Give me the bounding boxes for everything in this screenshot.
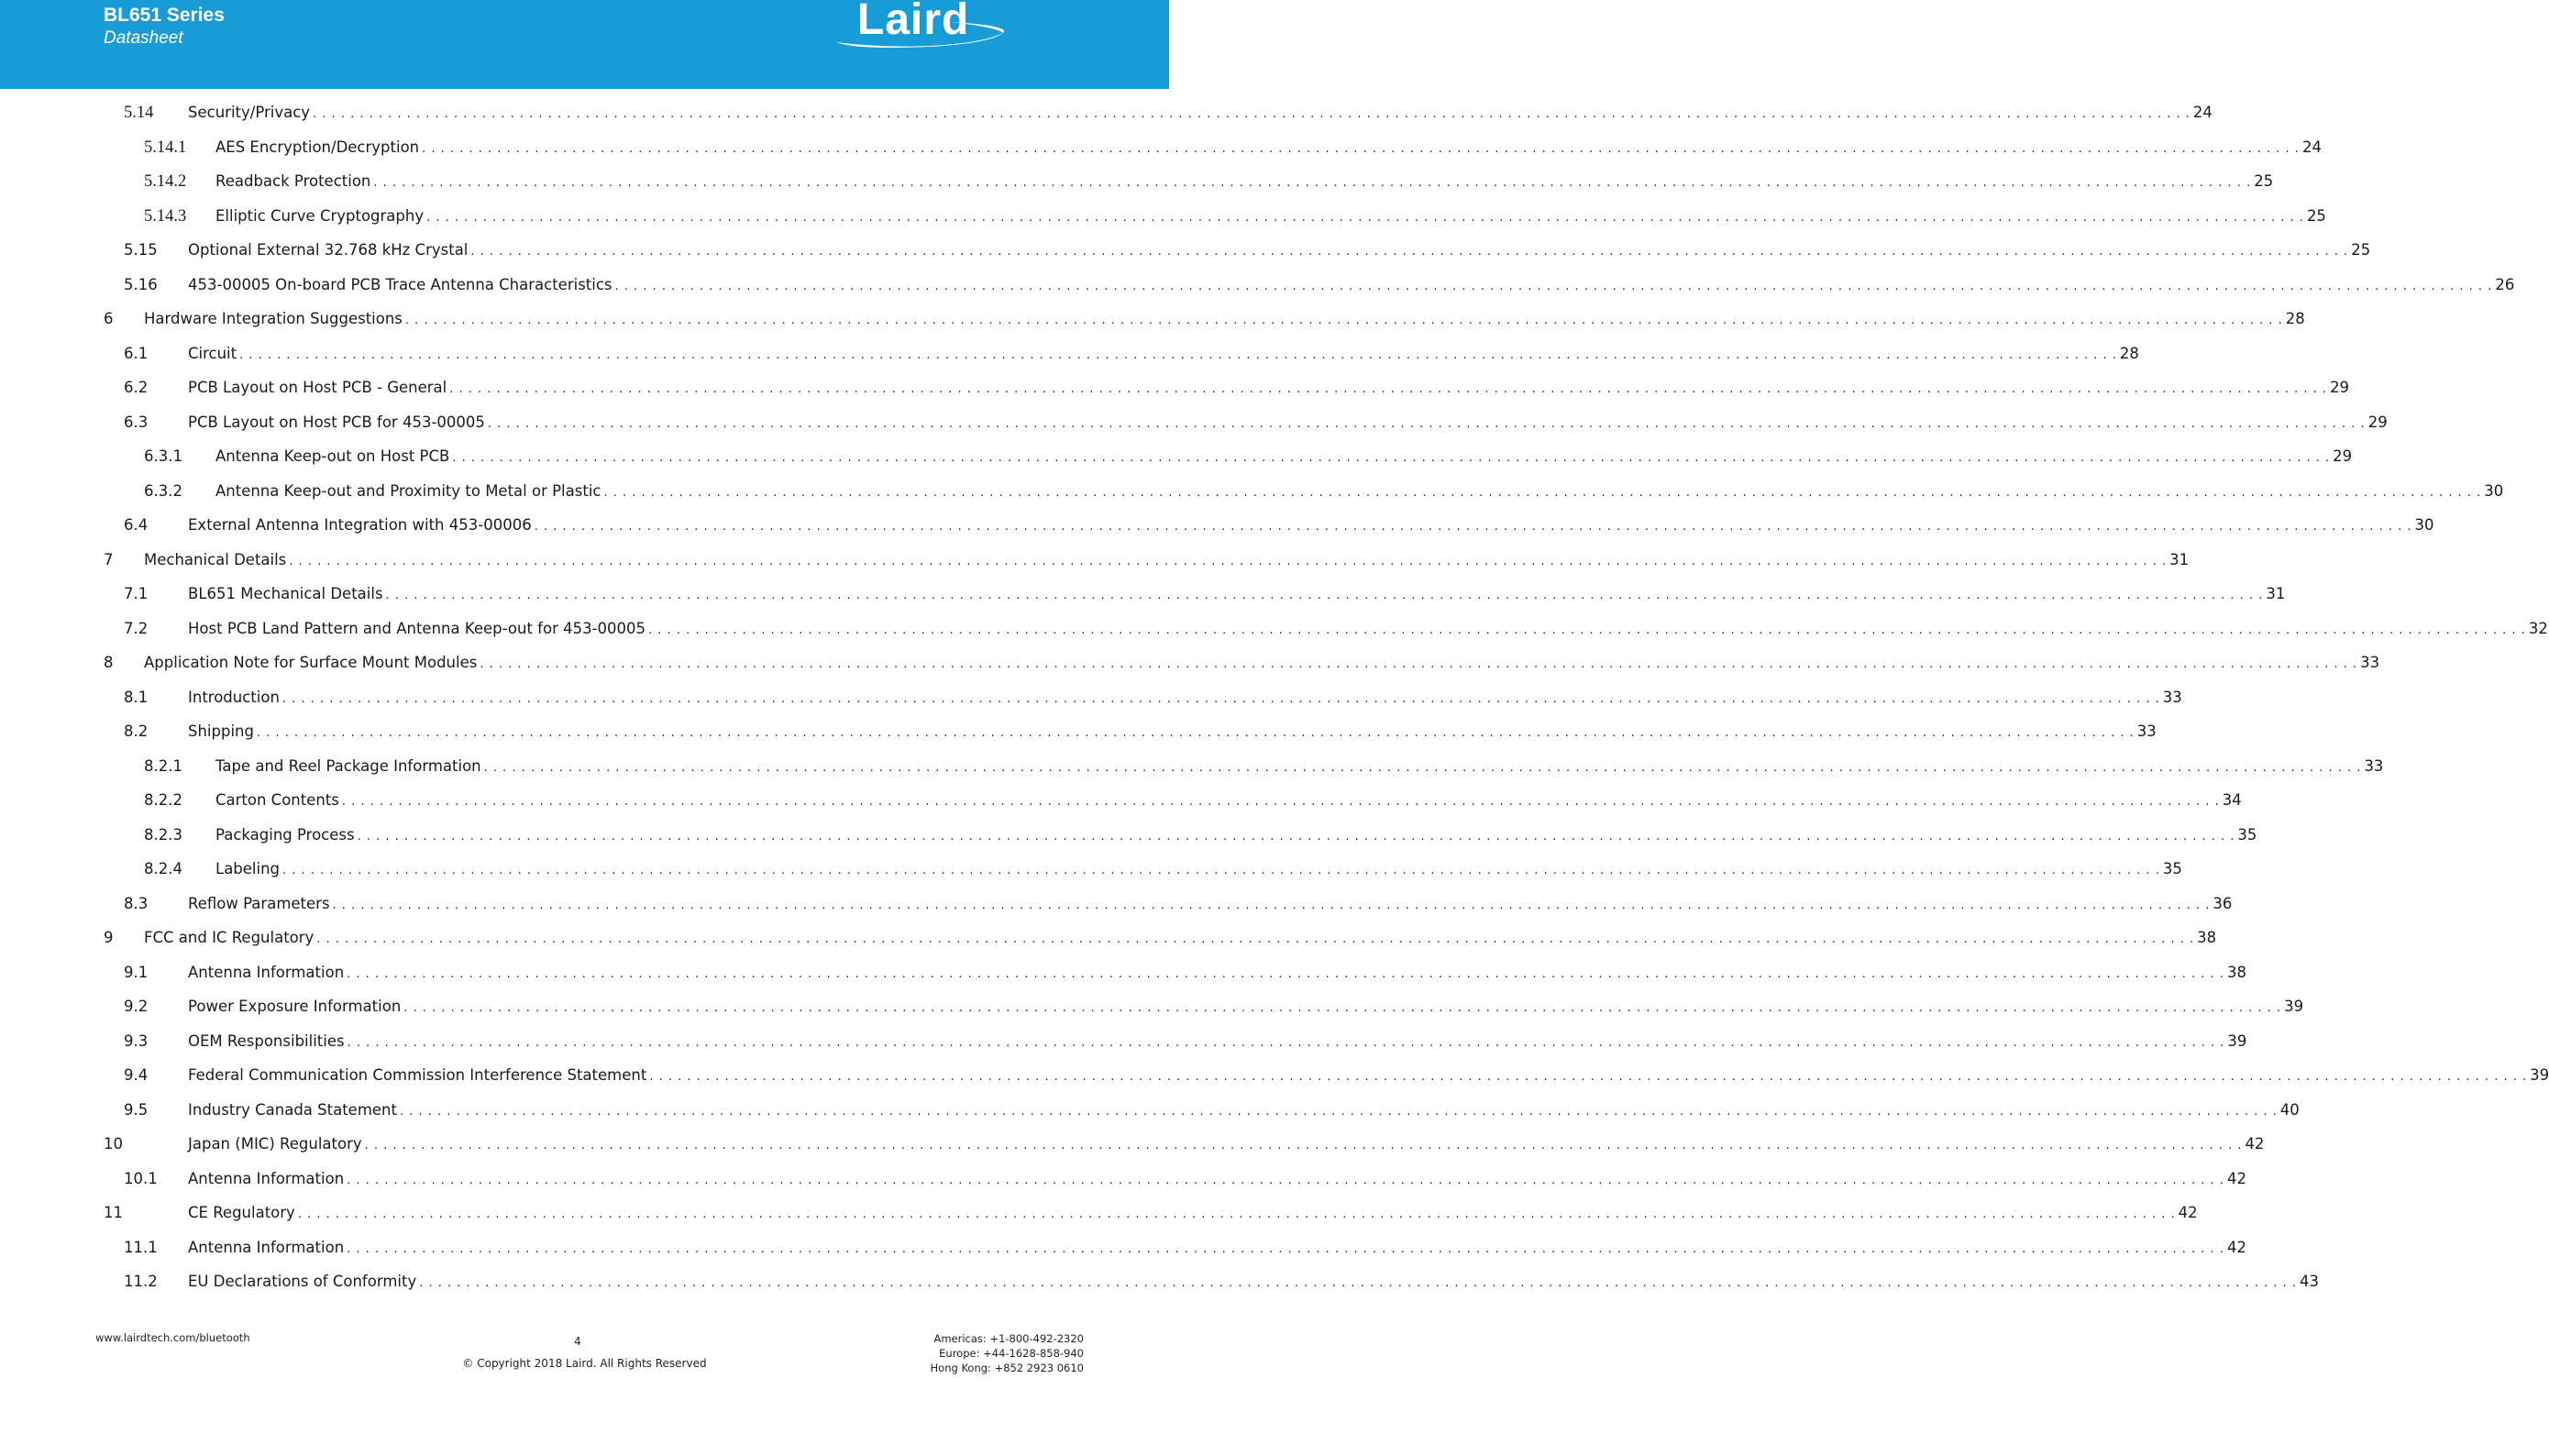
- toc-entry[interactable]: [0, 1234, 2246, 1262]
- toc-entry-number: 7: [104, 550, 114, 568]
- toc-dot-leader: . . . . . . . . . . . . . . . . . . . . . . . . . . . . . . . . . . . . . . . . . . . . . . . . . . . . . . . . . . . . . . . . . . . . . . . . . . . . . . . . . . . . . . . . . . . . . . . . . . . . . . . . . . . . . . . . . . . . . . . . . . . . . . . . . . . . . . . . . . . . . . . . . . . . . . . . . . . . . . . . . . . . . . . . . . . . . . . . . . . . . . . . . . . . . . . . . . . . . . . .: [297, 1208, 2176, 1221]
- toc-entry-title: AES Encryption/Decryption: [215, 138, 420, 156]
- contact-hong-kong: Hong Kong: +852 2923 0610: [930, 1362, 1084, 1374]
- toc-entry-number: 9.5: [124, 1100, 149, 1119]
- toc-entry-page: 39: [2530, 1066, 2549, 1084]
- toc-entry-page: 30: [2484, 481, 2504, 500]
- toc-entry-number: 9.1: [124, 963, 149, 981]
- toc-dot-leader: . . . . . . . . . . . . . . . . . . . . . . . . . . . . . . . . . . . . . . . . . . . . . . . . . . . . . . . . . . . . . . . . . . . . . . . . . . . . . . . . . . . . . . . . . . . . . . . . . . . . . . . . . . . . . . . . . . . . . . . . . . . . . . . . . . . . . . . . . . . . . . . . . . . . . . . . . . . . . . . . . . . . . . . . . . . . . . . . . . . . . . . . . . . . . . . . . . . . . . . .: [404, 314, 2283, 327]
- toc-dot-leader: . . . . . . . . . . . . . . . . . . . . . . . . . . . . . . . . . . . . . . . . . . . . . . . . . . . . . . . . . . . . . . . . . . . . . . . . . . . . . . . . . . . . . . . . . . . . . . . . . . . . . . . . . . . . . . . . . . . . . . . . . . . . . . . . . . . . . . . . . . . . . . . . . . . . . . . . . . . . . . . . . . . . . . . . . . . . . . . . . . . . . . . . . . . . . . . . . . . . . . . .: [426, 210, 2304, 225]
- toc-entry-number: 11: [104, 1204, 123, 1221]
- toc-entry-page: 29: [2330, 379, 2350, 396]
- toc-entry[interactable]: [0, 478, 2504, 505]
- toc-entry-number: 6.3: [124, 413, 149, 431]
- toc-entry-number: 8: [104, 654, 114, 671]
- toc-dot-leader: . . . . . . . . . . . . . . . . . . . . . . . . . . . . . . . . . . . . . . . . . . . . . . . . . . . . . . . . . . . . . . . . . . . . . . . . . . . . . . . . . . . . . . . . . . . . . . . . . . . . . . . . . . . . . . . . . . . . . . . . . . . . . . . . . . . . . . . . . . . . . . . . . . . . . . . . . . . . . . . . . . . . . . . . . . . . . . . . . . . . . . . . . . . . . . . . . . . . . . . .: [452, 451, 2331, 465]
- toc-entry[interactable]: [0, 580, 2286, 608]
- toc-entry-page: 39: [2284, 998, 2304, 1015]
- toc-entry[interactable]: [0, 787, 2242, 814]
- toc-entry[interactable]: [0, 374, 2350, 402]
- footer-page-number: 4: [574, 1335, 581, 1348]
- toc-entry[interactable]: [0, 1165, 2246, 1193]
- toc-entry-title: Japan (MIC) Regulatory: [188, 1135, 362, 1153]
- toc-dot-leader: . . . . . . . . . . . . . . . . . . . . . . . . . . . . . . . . . . . . . . . . . . . . . . . . . . . . . . . . . . . . . . . . . . . . . . . . . . . . . . . . . . . . . . . . . . . . . . . . . . . . . . . . . . . . . . . . . . . . . . . . . . . . . . . . . . . . . . . . . . . . . . . . . . . . . . . . . . . . . . . . . . . . . . . . . . . . . . . . . . . . . . . . . . . . . . . . . . . . . . . .: [449, 382, 2328, 396]
- toc-entry-page: 38: [2197, 929, 2217, 946]
- toc-entry-number: 6.3.1: [144, 447, 182, 465]
- toc-entry[interactable]: [0, 1028, 2247, 1055]
- toc-entry-number: 11.1: [124, 1238, 158, 1256]
- toc-entry-number: 5.16: [124, 275, 158, 293]
- toc-entry-page: 33: [2364, 756, 2384, 775]
- toc-entry-page: 29: [2367, 413, 2388, 431]
- toc-entry[interactable]: [0, 512, 2434, 539]
- toc-entry[interactable]: [0, 993, 2304, 1020]
- toc-entry-title: Shipping: [188, 722, 254, 740]
- toc-entry-number: 10.1: [124, 1169, 158, 1187]
- document-title: BL651 Series: [104, 5, 225, 26]
- toc-entry-title: Hardware Integration Suggestions: [144, 310, 403, 327]
- toc-entry-number: 11.2: [124, 1273, 158, 1290]
- toc-dot-leader: . . . . . . . . . . . . . . . . . . . . . . . . . . . . . . . . . . . . . . . . . . . . . . . . . . . . . . . . . . . . . . . . . . . . . . . . . . . . . . . . . . . . . . . . . . . . . . . . . . . . . . . . . . . . . . . . . . . . . . . . . . . . . . . . . . . . . . . . . . . . . . . . . . . . . . . . . . . . . . . . . . . . . . . . . . . . . . . . . . . . . . . . . . . . . . . . . . . . . . . .: [480, 657, 2358, 671]
- toc-entry-title: 453-00005 On-board PCB Trace Antenna Characteristics: [188, 275, 612, 293]
- toc-entry-title: Optional External 32.768 kHz Crystal: [188, 241, 469, 259]
- toc-entry-number: 8.2.2: [144, 791, 182, 809]
- toc-dot-leader: . . . . . . . . . . . . . . . . . . . . . . . . . . . . . . . . . . . . . . . . . . . . . . . . . . . . . . . . . . . . . . . . . . . . . . . . . . . . . . . . . . . . . . . . . . . . . . . . . . . . . . . . . . . . . . . . . . . . . . . . . . . . . . . . . . . . . . . . . . . . . . . . . . . . . . . . . . . . . . . . . . . . . . . . . . . . . . . . . . . . . . . . . . . . . . . . . . . . . . . .: [373, 176, 2252, 190]
- toc-entry-title: EU Declarations of Conformity: [188, 1273, 417, 1290]
- toc-dot-leader: . . . . . . . . . . . . . . . . . . . . . . . . . . . . . . . . . . . . . . . . . . . . . . . . . . . . . . . . . . . . . . . . . . . . . . . . . . . . . . . . . . . . . . . . . . . . . . . . . . . . . . . . . . . . . . . . . . . . . . . . . . . . . . . . . . . . . . . . . . . . . . . . . . . . . . . . . . . . . . . . . . . . . . . . . . . . . . . . . . . . . . . . . . . . . . . . . . . . . . . .: [603, 485, 2482, 500]
- toc-entry[interactable]: [0, 1097, 2300, 1124]
- toc-entry[interactable]: [0, 753, 2384, 780]
- toc-entry-title: Circuit: [188, 344, 237, 362]
- toc-dot-leader: . . . . . . . . . . . . . . . . . . . . . . . . . . . . . . . . . . . . . . . . . . . . . . . . . . . . . . . . . . . . . . . . . . . . . . . . . . . . . . . . . . . . . . . . . . . . . . . . . . . . . . . . . . . . . . . . . . . . . . . . . . . . . . . . . . . . . . . . . . . . . . . . . . . . . . . . . . . . . . . . . . . . . . . . . . . . . . . . . . . . . . . . . . . . . . . . . . . . . . . .: [347, 966, 2224, 981]
- toc-entry-number: 8.2: [124, 722, 149, 740]
- toc-entry-title: Host PCB Land Pattern and Antenna Keep-out for 453-00005: [188, 619, 646, 637]
- toc-entry-title: Federal Communication Commission Interference Statement: [188, 1066, 647, 1084]
- toc-entry-page: 25: [2306, 206, 2326, 225]
- toc-entry-title: Power Exposure Information: [188, 998, 402, 1015]
- toc-dot-leader: . . . . . . . . . . . . . . . . . . . . . . . . . . . . . . . . . . . . . . . . . . . . . . . . . . . . . . . . . . . . . . . . . . . . . . . . . . . . . . . . . . . . . . . . . . . . . . . . . . . . . . . . . . . . . . . . . . . . . . . . . . . . . . . . . . . . . . . . . . . . . . . . . . . . . . . . . . . . . . . . . . . . . . . . . . . . . . . . . . . . . . . . . . . . . . . . . . . . . . . .: [487, 416, 2366, 431]
- toc-entry[interactable]: [0, 718, 2157, 745]
- toc-entry-number: 10: [104, 1135, 123, 1153]
- toc-entry-number: 8.2.1: [144, 756, 182, 775]
- toc-dot-leader: . . . . . . . . . . . . . . . . . . . . . . . . . . . . . . . . . . . . . . . . . . . . . . . . . . . . . . . . . . . . . . . . . . . . . . . . . . . . . . . . . . . . . . . . . . . . . . . . . . . . . . . . . . . . . . . . . . . . . . . . . . . . . . . . . . . . . . . . . . . . . . . . . . . . . . . . . . . . . . . . . . . . . . . . . . . . . . . . . . . . . . . . . . . . . . . . . . . . . . . .: [422, 141, 2300, 156]
- footer-url[interactable]: www.lairdtech.com/bluetooth: [95, 1331, 250, 1344]
- toc-dot-leader: . . . . . . . . . . . . . . . . . . . . . . . . . . . . . . . . . . . . . . . . . . . . . . . . . . . . . . . . . . . . . . . . . . . . . . . . . . . . . . . . . . . . . . . . . . . . . . . . . . . . . . . . . . . . . . . . . . . . . . . . . . . . . . . . . . . . . . . . . . . . . . . . . . . . . . . . . . . . . . . . . . . . . . . . . . . . . . . . . . . . . . . . . . . . . . . . . . . . . . . .: [399, 1104, 2278, 1119]
- toc-entry[interactable]: [0, 443, 2353, 470]
- toc-dot-leader: . . . . . . . . . . . . . . . . . . . . . . . . . . . . . . . . . . . . . . . . . . . . . . . . . . . . . . . . . . . . . . . . . . . . . . . . . . . . . . . . . . . . . . . . . . . . . . . . . . . . . . . . . . . . . . . . . . . . . . . . . . . . . . . . . . . . . . . . . . . . . . . . . . . . . . . . . . . . . . . . . . . . . . . . . . . . . . . . . . . . . . . . . . . . . . . . . . . . . . . .: [347, 1173, 2224, 1187]
- toc-dot-leader: . . . . . . . . . . . . . . . . . . . . . . . . . . . . . . . . . . . . . . . . . . . . . . . . . . . . . . . . . . . . . . . . . . . . . . . . . . . . . . . . . . . . . . . . . . . . . . . . . . . . . . . . . . . . . . . . . . . . . . . . . . . . . . . . . . . . . . . . . . . . . . . . . . . . . . . . . . . . . . . . . . . . . . . . . . . . . . . . . . . . . . . . . . . . . . . . . . . . . . . .: [347, 1241, 2224, 1256]
- toc-entry-page: 42: [2226, 1169, 2246, 1187]
- toc-entry-title: Tape and Reel Package Information: [215, 756, 481, 775]
- toc-entry-number: 6.4: [124, 516, 149, 534]
- toc-entry[interactable]: [0, 271, 2515, 299]
- toc-entry[interactable]: [0, 855, 2182, 883]
- laird-logo: Laird: [857, 0, 970, 44]
- toc-entry[interactable]: [0, 546, 2190, 574]
- toc-dot-leader: . . . . . . . . . . . . . . . . . . . . . . . . . . . . . . . . . . . . . . . . . . . . . . . . . . . . . . . . . . . . . . . . . . . . . . . . . . . . . . . . . . . . . . . . . . . . . . . . . . . . . . . . . . . . . . . . . . . . . . . . . . . . . . . . . . . . . . . . . . . . . . . . . . . . . . . . . . . . . . . . . . . . . . . . . . . . . . . . . . . . . . . . . . . . . . . . . . . . . . . .: [649, 1070, 2528, 1084]
- toc-dot-leader: . . . . . . . . . . . . . . . . . . . . . . . . . . . . . . . . . . . . . . . . . . . . . . . . . . . . . . . . . . . . . . . . . . . . . . . . . . . . . . . . . . . . . . . . . . . . . . . . . . . . . . . . . . . . . . . . . . . . . . . . . . . . . . . . . . . . . . . . . . . . . . . . . . . . . . . . . . . . . . . . . . . . . . . . . . . . . . . . . . . . . . . . . . . . . . . . . . . . . . . .: [419, 1276, 2298, 1290]
- toc-dot-leader: . . . . . . . . . . . . . . . . . . . . . . . . . . . . . . . . . . . . . . . . . . . . . . . . . . . . . . . . . . . . . . . . . . . . . . . . . . . . . . . . . . . . . . . . . . . . . . . . . . . . . . . . . . . . . . . . . . . . . . . . . . . . . . . . . . . . . . . . . . . . . . . . . . . . . . . . . . . . . . . . . . . . . . . . . . . . . . . . . . . . . . . . . . . . . . . . . . . . . . . .: [648, 623, 2526, 637]
- toc-entry-page: 43: [2300, 1273, 2320, 1290]
- contact-europe: Europe: +44-1628-858-940: [939, 1347, 1084, 1360]
- toc-dot-leader: . . . . . . . . . . . . . . . . . . . . . . . . . . . . . . . . . . . . . . . . . . . . . . . . . . . . . . . . . . . . . . . . . . . . . . . . . . . . . . . . . . . . . . . . . . . . . . . . . . . . . . . . . . . . . . . . . . . . . . . . . . . . . . . . . . . . . . . . . . . . . . . . . . . . . . . . . . . . . . . . . . . . . . . . . . . . . . . . . . . . . . . . . . . . . . . . . . . . . . . .: [282, 864, 2160, 877]
- toc-entry-number: 9: [104, 929, 114, 946]
- toc-dot-leader: . . . . . . . . . . . . . . . . . . . . . . . . . . . . . . . . . . . . . . . . . . . . . . . . . . . . . . . . . . . . . . . . . . . . . . . . . . . . . . . . . . . . . . . . . . . . . . . . . . . . . . . . . . . . . . . . . . . . . . . . . . . . . . . . . . . . . . . . . . . . . . . . . . . . . . . . . . . . . . . . . . . . . . . . . . . . . . . . . . . . . . . . . . . . . . . . . . . . . . . .: [385, 589, 2264, 602]
- toc-entry[interactable]: [0, 649, 2380, 677]
- toc-entry-number: 8.3: [124, 894, 149, 912]
- toc-entry[interactable]: [0, 305, 2305, 333]
- toc-dot-leader: . . . . . . . . . . . . . . . . . . . . . . . . . . . . . . . . . . . . . . . . . . . . . . . . . . . . . . . . . . . . . . . . . . . . . . . . . . . . . . . . . . . . . . . . . . . . . . . . . . . . . . . . . . . . . . . . . . . . . . . . . . . . . . . . . . . . . . . . . . . . . . . . . . . . . . . . . . . . . . . . . . . . . . . . . . . . . . . . . . . . . . . . . . . . . . . . . . . . . . . .: [341, 795, 2220, 809]
- toc-entry-title: Security/Privacy: [188, 104, 311, 121]
- toc-dot-leader: . . . . . . . . . . . . . . . . . . . . . . . . . . . . . . . . . . . . . . . . . . . . . . . . . . . . . . . . . . . . . . . . . . . . . . . . . . . . . . . . . . . . . . . . . . . . . . . . . . . . . . . . . . . . . . . . . . . . . . . . . . . . . . . . . . . . . . . . . . . . . . . . . . . . . . . . . . . . . . . . . . . . . . . . . . . . . . . . . . . . . . . . . . . . . . . . . . . . . . . .: [470, 245, 2349, 259]
- toc-entry-page: 42: [2226, 1238, 2246, 1256]
- toc-entry-number: 8.2.3: [144, 825, 182, 844]
- toc-entry[interactable]: [0, 340, 2139, 368]
- toc-entry-title: FCC and IC Regulatory: [144, 929, 314, 946]
- toc-entry-page: 40: [2279, 1100, 2300, 1119]
- toc-dot-leader: . . . . . . . . . . . . . . . . . . . . . . . . . . . . . . . . . . . . . . . . . . . . . . . . . . . . . . . . . . . . . . . . . . . . . . . . . . . . . . . . . . . . . . . . . . . . . . . . . . . . . . . . . . . . . . . . . . . . . . . . . . . . . . . . . . . . . . . . . . . . . . . . . . . . . . . . . . . . . . . . . . . . . . . . . . . . . . . . . . . . . . . . . . . . . . . . . . . . . . . .: [357, 829, 2235, 844]
- toc-entry-page: 31: [2266, 585, 2286, 602]
- toc-entry-number: 5.14.1: [144, 138, 187, 157]
- footer-contacts: [931, 1331, 1084, 1375]
- toc-entry[interactable]: [0, 1268, 2320, 1296]
- toc-entry-title: Antenna Information: [188, 1169, 345, 1187]
- toc-entry-page: 33: [2136, 722, 2157, 740]
- toc-entry[interactable]: [0, 684, 2182, 711]
- footer-copyright: © Copyright 2018 Laird. All Rights Reserved: [462, 1357, 707, 1370]
- toc-entry-number: 8.2.4: [144, 860, 182, 877]
- toc-entry[interactable]: [0, 1062, 2549, 1089]
- contact-americas: Americas: +1-800-492-2320: [933, 1332, 1084, 1345]
- toc-entry-title: Packaging Process: [215, 825, 355, 844]
- toc-dot-leader: . . . . . . . . . . . . . . . . . . . . . . . . . . . . . . . . . . . . . . . . . . . . . . . . . . . . . . . . . . . . . . . . . . . . . . . . . . . . . . . . . . . . . . . . . . . . . . . . . . . . . . . . . . . . . . . . . . . . . . . . . . . . . . . . . . . . . . . . . . . . . . . . . . . . . . . . . . . . . . . . . . . . . . . . . . . . . . . . . . . . . . . . . . . . . . . . . . . . . . . .: [239, 347, 2117, 362]
- toc-dot-leader: . . . . . . . . . . . . . . . . . . . . . . . . . . . . . . . . . . . . . . . . . . . . . . . . . . . . . . . . . . . . . . . . . . . . . . . . . . . . . . . . . . . . . . . . . . . . . . . . . . . . . . . . . . . . . . . . . . . . . . . . . . . . . . . . . . . . . . . . . . . . . . . . . . . . . . . . . . . . . . . . . . . . . . . . . . . . . . . . . . . . . . . . . . . . . . . . . . . . . . . .: [483, 760, 2362, 775]
- toc-entry[interactable]: [0, 134, 2322, 161]
- toc-entry-page: 26: [2495, 275, 2515, 293]
- toc-entry[interactable]: [0, 959, 2246, 987]
- toc-entry[interactable]: [0, 203, 2326, 230]
- toc-entry-title: PCB Layout on Host PCB for 453-00005: [188, 413, 485, 431]
- toc-entry-number: 5.14.2: [144, 172, 187, 191]
- toc-entry-number: 9.3: [124, 1031, 149, 1050]
- toc-entry-number: 9.4: [124, 1066, 149, 1084]
- toc-entry-page: 35: [2237, 825, 2257, 844]
- toc-entry-number: 6.2: [124, 379, 149, 396]
- toc-entry-title: Elliptic Curve Cryptography: [215, 206, 425, 225]
- toc-entry-title: Antenna Information: [188, 1238, 345, 1256]
- toc-entry-number: 5.14.3: [144, 206, 187, 226]
- toc-entry[interactable]: [0, 237, 2371, 264]
- toc-entry-number: 5.15: [124, 241, 158, 259]
- toc-entry-page: 38: [2226, 963, 2246, 981]
- toc-entry-number: 6.3.2: [144, 481, 182, 500]
- toc-entry-page: 42: [2178, 1204, 2198, 1221]
- toc-entry-title: Antenna Keep-out and Proximity to Metal or Plastic: [215, 481, 601, 500]
- toc-entry-page: 39: [2227, 1031, 2247, 1050]
- document-subtitle: Datasheet: [104, 28, 183, 48]
- toc-dot-leader: . . . . . . . . . . . . . . . . . . . . . . . . . . . . . . . . . . . . . . . . . . . . . . . . . . . . . . . . . . . . . . . . . . . . . . . . . . . . . . . . . . . . . . . . . . . . . . . . . . . . . . . . . . . . . . . . . . . . . . . . . . . . . . . . . . . . . . . . . . . . . . . . . . . . . . . . . . . . . . . . . . . . . . . . . . . . . . . . . . . . . . . . . . . . . . . . . . . . . . . .: [364, 1139, 2243, 1153]
- toc-entry-title: Antenna Keep-out on Host PCB: [215, 447, 450, 465]
- toc-entry-page: 36: [2212, 894, 2233, 912]
- toc-entry-page: 29: [2333, 447, 2353, 465]
- page-footer: [0, 1309, 1169, 1401]
- toc-dot-leader: . . . . . . . . . . . . . . . . . . . . . . . . . . . . . . . . . . . . . . . . . . . . . . . . . . . . . . . . . . . . . . . . . . . . . . . . . . . . . . . . . . . . . . . . . . . . . . . . . . . . . . . . . . . . . . . . . . . . . . . . . . . . . . . . . . . . . . . . . . . . . . . . . . . . . . . . . . . . . . . . . . . . . . . . . . . . . . . . . . . . . . . . . . . . . . . . . . . . . . . .: [534, 520, 2412, 534]
- toc-entry[interactable]: [0, 409, 2388, 436]
- toc-entry-title: Carton Contents: [215, 791, 339, 809]
- toc-entry-number: 7.2: [124, 619, 149, 637]
- page-header: [0, 0, 1169, 89]
- toc-entry-number: 9.2: [124, 998, 149, 1015]
- toc-dot-leader: . . . . . . . . . . . . . . . . . . . . . . . . . . . . . . . . . . . . . . . . . . . . . . . . . . . . . . . . . . . . . . . . . . . . . . . . . . . . . . . . . . . . . . . . . . . . . . . . . . . . . . . . . . . . . . . . . . . . . . . . . . . . . . . . . . . . . . . . . . . . . . . . . . . . . . . . . . . . . . . . . . . . . . . . . . . . . . . . . . . . . . . . . . . . . . . . . . . . . . . .: [316, 932, 2195, 946]
- toc-entry-title: Readback Protection: [215, 172, 371, 190]
- toc-entry-number: 8.1: [124, 688, 149, 706]
- toc-dot-leader: . . . . . . . . . . . . . . . . . . . . . . . . . . . . . . . . . . . . . . . . . . . . . . . . . . . . . . . . . . . . . . . . . . . . . . . . . . . . . . . . . . . . . . . . . . . . . . . . . . . . . . . . . . . . . . . . . . . . . . . . . . . . . . . . . . . . . . . . . . . . . . . . . . . . . . . . . . . . . . . . . . . . . . . . . . . . . . . . . . . . . . . . . . . . . . . . . . . . . . . .: [281, 691, 2160, 706]
- toc-dot-leader: . . . . . . . . . . . . . . . . . . . . . . . . . . . . . . . . . . . . . . . . . . . . . . . . . . . . . . . . . . . . . . . . . . . . . . . . . . . . . . . . . . . . . . . . . . . . . . . . . . . . . . . . . . . . . . . . . . . . . . . . . . . . . . . . . . . . . . . . . . . . . . . . . . . . . . . . . . . . . . . . . . . . . . . . . . . . . . . . . . . . . . . . . . . . . . . . . . . . . . . .: [347, 1035, 2225, 1050]
- toc-entry-title: External Antenna Integration with 453-00006: [188, 516, 532, 534]
- toc-entry[interactable]: [0, 615, 2548, 643]
- toc-entry[interactable]: [0, 890, 2233, 918]
- toc-dot-leader: . . . . . . . . . . . . . . . . . . . . . . . . . . . . . . . . . . . . . . . . . . . . . . . . . . . . . . . . . . . . . . . . . . . . . . . . . . . . . . . . . . . . . . . . . . . . . . . . . . . . . . . . . . . . . . . . . . . . . . . . . . . . . . . . . . . . . . . . . . . . . . . . . . . . . . . . . . . . . . . . . . . . . . . . . . . . . . . . . . . . . . . . . . . . . . . . . . . . . . . .: [313, 107, 2190, 121]
- toc-entry[interactable]: [0, 924, 2217, 952]
- toc-entry-page: 35: [2162, 860, 2182, 877]
- toc-entry-page: 33: [2162, 688, 2182, 706]
- toc-entry-title: Reflow Parameters: [188, 894, 330, 912]
- toc-dot-leader: . . . . . . . . . . . . . . . . . . . . . . . . . . . . . . . . . . . . . . . . . . . . . . . . . . . . . . . . . . . . . . . . . . . . . . . . . . . . . . . . . . . . . . . . . . . . . . . . . . . . . . . . . . . . . . . . . . . . . . . . . . . . . . . . . . . . . . . . . . . . . . . . . . . . . . . . . . . . . . . . . . . . . . . . . . . . . . . . . . . . . . . . . . . . . . . . . . . . . . . .: [614, 279, 2493, 293]
- toc-entry-page: 24: [2192, 104, 2212, 121]
- toc-entry[interactable]: [0, 1199, 2198, 1227]
- toc-entry-title: OEM Responsibilities: [188, 1031, 345, 1050]
- toc-entry-page: 25: [2254, 172, 2274, 190]
- toc-entry-page: 28: [2285, 310, 2305, 327]
- toc-entry[interactable]: [0, 1131, 2265, 1158]
- toc-entry-number: 6: [104, 310, 114, 327]
- toc-dot-leader: . . . . . . . . . . . . . . . . . . . . . . . . . . . . . . . . . . . . . . . . . . . . . . . . . . . . . . . . . . . . . . . . . . . . . . . . . . . . . . . . . . . . . . . . . . . . . . . . . . . . . . . . . . . . . . . . . . . . . . . . . . . . . . . . . . . . . . . . . . . . . . . . . . . . . . . . . . . . . . . . . . . . . . . . . . . . . . . . . . . . . . . . . . . . . . . . . . . . . . . .: [256, 726, 2135, 740]
- toc-entry-number: 5.14: [124, 104, 154, 122]
- toc-entry-page: 42: [2245, 1135, 2265, 1153]
- toc-dot-leader: . . . . . . . . . . . . . . . . . . . . . . . . . . . . . . . . . . . . . . . . . . . . . . . . . . . . . . . . . . . . . . . . . . . . . . . . . . . . . . . . . . . . . . . . . . . . . . . . . . . . . . . . . . . . . . . . . . . . . . . . . . . . . . . . . . . . . . . . . . . . . . . . . . . . . . . . . . . . . . . . . . . . . . . . . . . . . . . . . . . . . . . . . . . . . . . . . . . . . . . .: [332, 898, 2211, 912]
- toc-entry[interactable]: [0, 168, 2274, 195]
- toc-entry-title: BL651 Mechanical Details: [188, 585, 383, 602]
- toc-entry-title: PCB Layout on Host PCB - General: [188, 379, 447, 396]
- toc-entry-page: 25: [2351, 241, 2371, 259]
- toc-entry-page: 32: [2528, 619, 2548, 637]
- toc-entry-title: Antenna Information: [188, 963, 345, 981]
- toc-entry[interactable]: [0, 822, 2257, 849]
- toc-entry-page: 30: [2414, 516, 2434, 534]
- toc-entry-page: 31: [2169, 550, 2190, 568]
- toc-dot-leader: . . . . . . . . . . . . . . . . . . . . . . . . . . . . . . . . . . . . . . . . . . . . . . . . . . . . . . . . . . . . . . . . . . . . . . . . . . . . . . . . . . . . . . . . . . . . . . . . . . . . . . . . . . . . . . . . . . . . . . . . . . . . . . . . . . . . . . . . . . . . . . . . . . . . . . . . . . . . . . . . . . . . . . . . . . . . . . . . . . . . . . . . . . . . . . . . . . . . . . . .: [289, 554, 2168, 568]
- toc-entry-number: 7.1: [124, 585, 149, 602]
- toc-entry-title: Application Note for Surface Mount Modules: [144, 654, 478, 671]
- toc-entry-page: 24: [2301, 138, 2322, 156]
- toc-entry-number: 6.1: [124, 344, 149, 362]
- toc-entry-page: 28: [2119, 344, 2139, 362]
- toc-entry-title: CE Regulatory: [188, 1204, 295, 1221]
- toc-entry-title: Industry Canada Statement: [188, 1100, 397, 1119]
- toc-entry[interactable]: [0, 99, 2212, 127]
- toc-entry-title: Introduction: [188, 688, 280, 706]
- toc-entry-title: Labeling: [215, 860, 281, 877]
- toc-dot-leader: . . . . . . . . . . . . . . . . . . . . . . . . . . . . . . . . . . . . . . . . . . . . . . . . . . . . . . . . . . . . . . . . . . . . . . . . . . . . . . . . . . . . . . . . . . . . . . . . . . . . . . . . . . . . . . . . . . . . . . . . . . . . . . . . . . . . . . . . . . . . . . . . . . . . . . . . . . . . . . . . . . . . . . . . . . . . . . . . . . . . . . . . . . . . . . . . . . . . . . . .: [403, 1001, 2282, 1015]
- toc-entry-title: Mechanical Details: [144, 550, 287, 568]
- toc-entry-page: 33: [2360, 654, 2380, 671]
- toc-entry-page: 34: [2222, 791, 2242, 809]
